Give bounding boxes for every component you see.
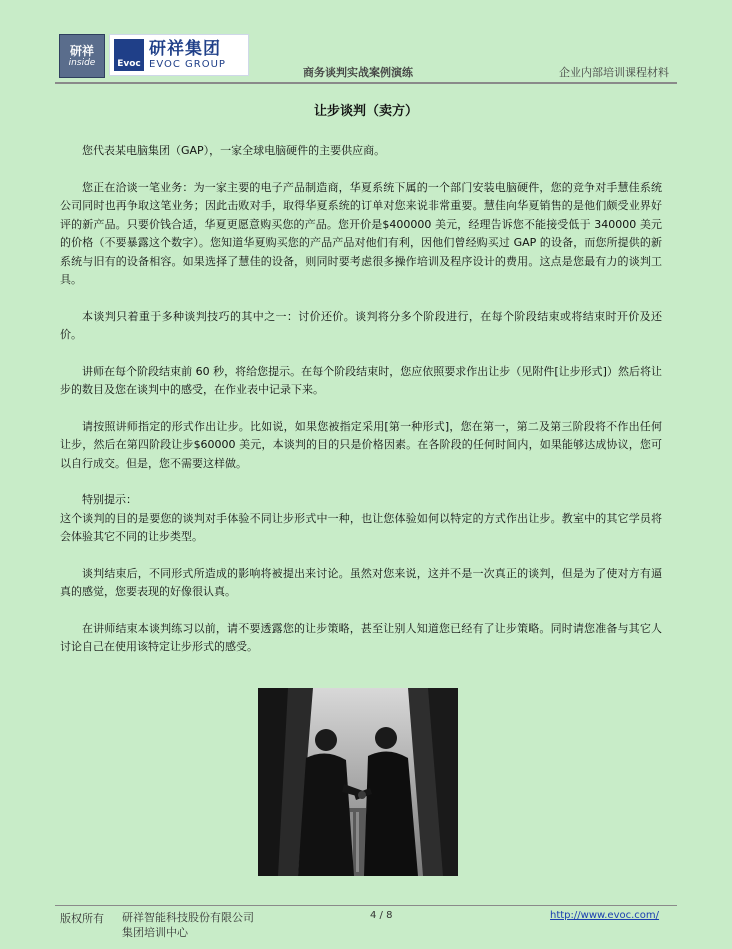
paragraph-role: 您代表某电脑集团（GAP），一家全球电脑硬件的主要供应商。 [82, 144, 386, 157]
header-divider [55, 82, 677, 84]
page-header [55, 28, 677, 84]
paragraph-discussion: 谈判结束后，不同形式所造成的影响将被提出来讨论。虽然对您来说，这并不是一次真正的谈判，但是为了使对方有逼真的感觉，您要表现的好像很认真。 [60, 566, 662, 598]
special-note-heading: 特别提示： [82, 493, 137, 506]
company-logo [59, 34, 249, 76]
logo-name-cn: 研祥集团 [149, 39, 221, 59]
document-body [60, 142, 662, 675]
footer-company-line2: 集团培训中心 [122, 926, 188, 939]
header-course-title: 商务谈判实战案例演练 [303, 66, 413, 79]
paragraph-concession-form: 请按照讲师指定的形式作出让步。比如说，如果您被指定采用[第一种形式]，您在第一，第二及第三阶段将不作出任何让步，然后在第四阶段让步$60000 美元，本谈判的目的只是价格因素。在各阶段的任何时间内，如果能够达成协议，您可以自行成交。但是，您不需要这样做。 [60, 419, 662, 470]
paragraph-confidentiality: 在讲师结束本谈判练习以前，请不要透露您的让步策略，甚至让别人知道您已经有了让步策略。同时请您准备与其它人讨论自己在使用该特定让步形式的感受。 [60, 621, 662, 653]
footer-company [122, 910, 254, 940]
paragraph-stages: 讲师在每个阶段结束前 60 秒，将给您提示。在每个阶段结束时，您应依照要求作出让步（见附件[让步形式]）然后将让步的数目及您在谈判中的感受，在作业表中记录下来。 [60, 364, 662, 396]
handshake-photo [258, 688, 458, 876]
footer-company-line1: 研祥智能科技股份有限公司 [122, 911, 254, 924]
special-note-text: 这个谈判的目的是要您的谈判对手体验不同让步形式中一种，也让您体验如何以特定的方式作出让步。教室中的其它学员将会体验其它不同的让步类型。 [60, 511, 662, 543]
paragraph-focus: 本谈判只着重于多种谈判技巧的其中之一：讨价还价。谈判将分多个阶段进行，在每个阶段结束或将结束时开价及还价。 [60, 309, 662, 341]
logo-name-en: EVOC GROUP [149, 59, 226, 70]
header-material-label: 企业内部培训课程材料 [559, 66, 669, 79]
footer-page-number: 4 / 8 [370, 910, 393, 921]
footer-website-link[interactable]: http://www.evoc.com/ [550, 910, 660, 921]
footer-rights: 版权所有 [60, 912, 104, 925]
footer-divider [55, 905, 677, 906]
logo-main [109, 34, 249, 76]
paragraph-situation: 您正在洽谈一笔业务：为一家主要的电子产品制造商，华夏系统下属的一个部门安装电脑硬件，您的竞争对手慧佳系统公司同时也再争取这笔业务；因此击败对手，取得华夏系统的订单对您来说非常重要。慧佳向华夏销售的是他们颇受业界好评的新产品。只要价钱合适，华夏更愿意购买您的产品。您开价是$400000 美元，经理告诉您不能接受低于 340000 美元的价格（不要暴露这个数字）。您知道华夏购买您的产品产品对他们有利，因他们曾经购买过 GAP 的设备，而您所提供的新系统与旧有的设备相容。如果选择了慧佳的设备，则同时要考虑很多操作培训及程序设计的费用。这点是您最有力的谈判工具。 [60, 180, 662, 286]
logo-mark-icon: Evoc [114, 39, 144, 71]
document-title: 让步谈判（卖方） [313, 104, 418, 119]
logo-badge-cn: 研祥 [69, 43, 94, 58]
logo-badge-en: inside [68, 57, 96, 68]
logo-badge [59, 34, 105, 78]
handshake-illustration [258, 688, 458, 876]
